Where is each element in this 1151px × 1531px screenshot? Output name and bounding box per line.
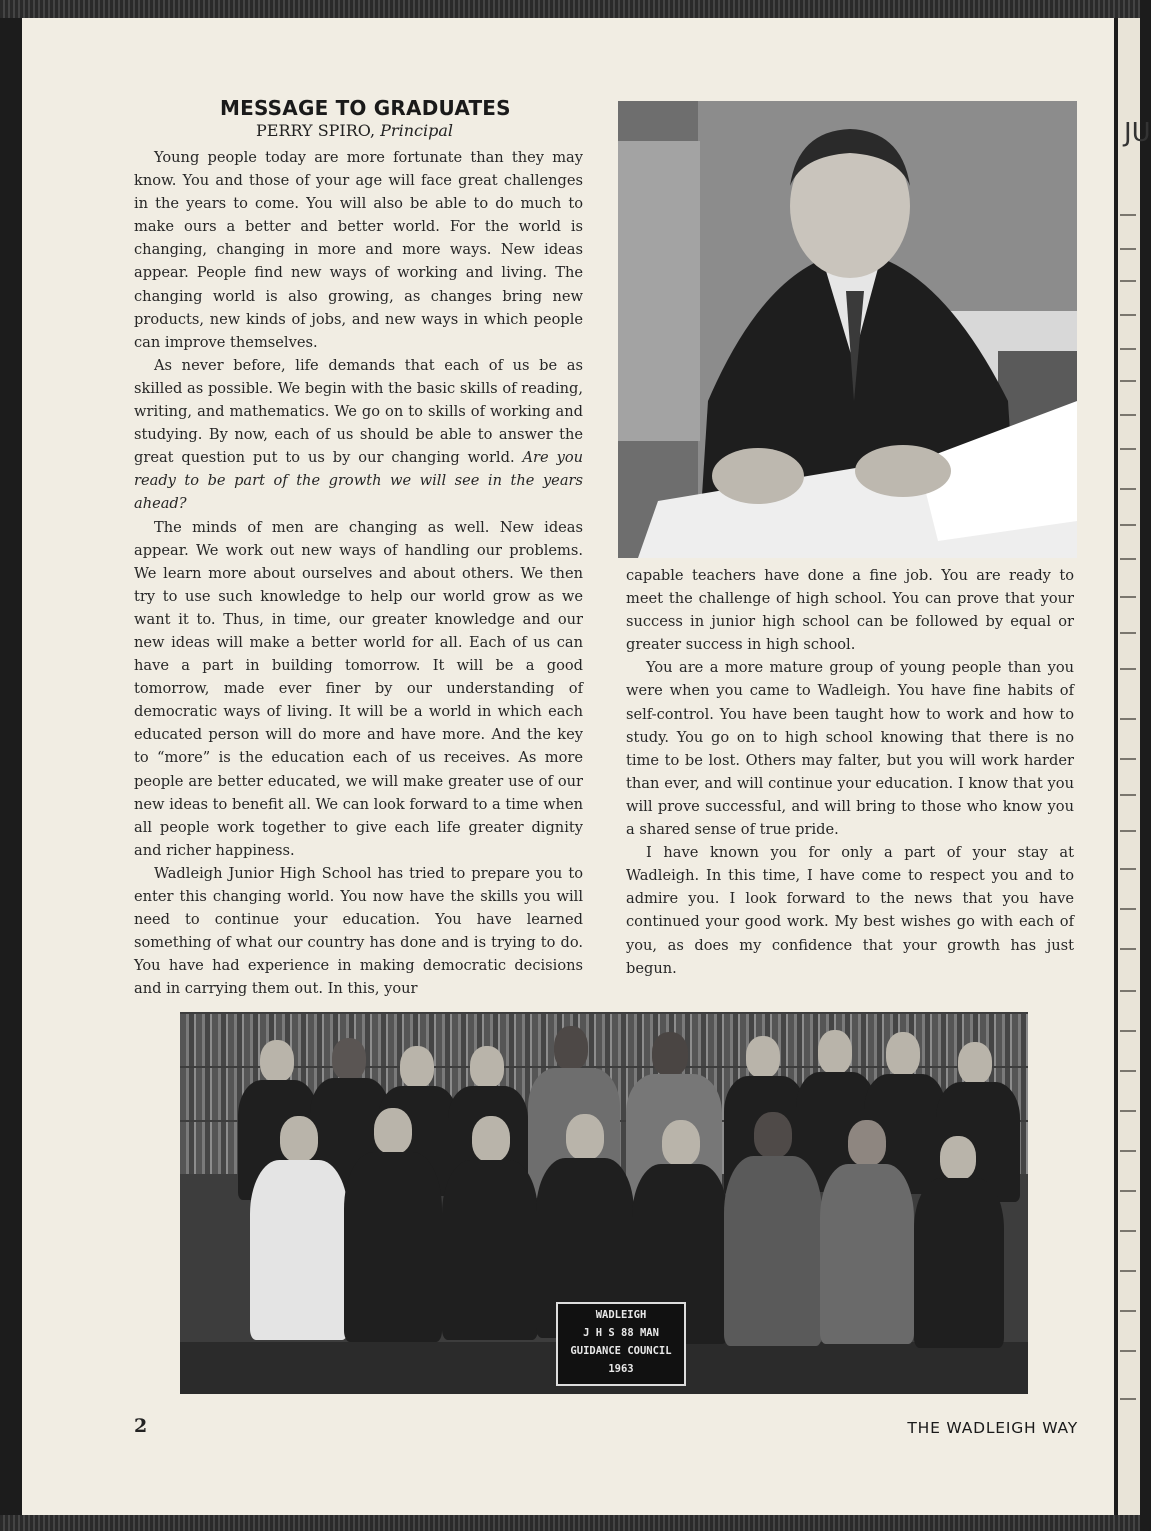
- article-paragraph: I have known you for only a part of your stay at Wadleigh. In this time, I have come to respect you and to admire you. I look forward to the news that you have continued your good work. My best wishes go with each of you, as does my confidence that your growth has just begun.: [626, 844, 1074, 977]
- article-paragraph: Wadleigh Junior High School has tried to prepare you to enter this changing world. You now have the skills you will need to continue your education. You have learned something of what our country has done and is trying to do. You have had experience in making democratic decisions and in carrying them out. In this, your: [134, 864, 583, 998]
- principal-portrait-photo: [618, 101, 1077, 558]
- page-number: 2: [134, 1415, 148, 1437]
- article-paragraph: capable teachers have done a fine job. You are ready to meet the challenge of high school. You can prove that your success in junior high school can be followed by equal or greater success in high school.: [626, 567, 1074, 654]
- article-paragraph: The minds of men are changing as well. New ideas appear. We work out new ways of handling our problems. We learn more about ourselves and about others. We then try to use such knowledge to help our world grow as we want it to. Thus, in time, our greater knowledge and our new ideas will make a better world for all. Each of us can have a part in building tomorrow. It will be a good tomorrow, made ever finer by our understanding of democratic ways of living. It will be a world in which each educated person will do more and have more. And the key to “more” is the education each of us receives. As more people are better educated, we will make greater use of our new ideas to benefit all. We can look forward to a time when all people work together to give each life greater dignity and richer happiness.: [134, 518, 583, 859]
- article-column-right: [626, 564, 1074, 980]
- article-title: MESSAGE TO GRADUATES: [220, 96, 511, 120]
- article-paragraph: You are a more mature group of young people than you were when you came to Wadleigh. You have fine habits of self-control. You have been taught how to work and how to study. You go on to high school knowing that there is no time to be lost. Others may falter, but you will work harder than ever, and will continue your education. I know that you will prove successful, and will bring to those who know you a shared sense of true pride.: [626, 659, 1074, 839]
- article-byline: [256, 121, 496, 140]
- guidance-council-sign: [556, 1302, 686, 1386]
- article-paragraph: Young people today are more fortunate than they may know. You and those of your age will face great challenges in the years to come. You will also be able to do much to make ours a better and better world. For the world is changing, changing in more and more ways. New ideas appear. People find new ways of working and living. The changing world is also growing, as changes bring new products, new kinds of jobs, and new ways in which people can improve themselves.: [134, 149, 583, 351]
- author-role: Principal: [380, 121, 453, 140]
- next-page-heading-fragment: JU: [1124, 118, 1151, 148]
- article-column-left: [134, 146, 583, 1000]
- publication-title: THE WADLEIGH WAY: [907, 1419, 1078, 1437]
- sign-line: J H S 88 MAN: [583, 1327, 659, 1339]
- author-name: PERRY SPIRO,: [256, 121, 376, 140]
- next-page-edge: [1118, 18, 1151, 1515]
- binding-bottom-edge: [0, 1515, 1140, 1531]
- italic-question: Are you ready to be part of the growth we will see in the years ahead?: [134, 449, 584, 513]
- sign-line: GUIDANCE COUNCIL: [570, 1345, 672, 1357]
- paragraph-text: As never before, life demands that each of us be as skilled as possible. We begin with the basic skills of reading, writing, and mathematics. We go on to skills of working and studying. By now, each of us should be able to answer the great question put to us by our changing world.: [134, 356, 583, 467]
- sign-line: 1963: [608, 1363, 634, 1375]
- binding-top-edge: [0, 0, 1140, 18]
- principal-portrait-illustration: [618, 101, 1077, 558]
- article-paragraph: [134, 354, 583, 516]
- sign-line: WADLEIGH: [595, 1309, 647, 1321]
- guidance-council-group-photo: [180, 1012, 1028, 1394]
